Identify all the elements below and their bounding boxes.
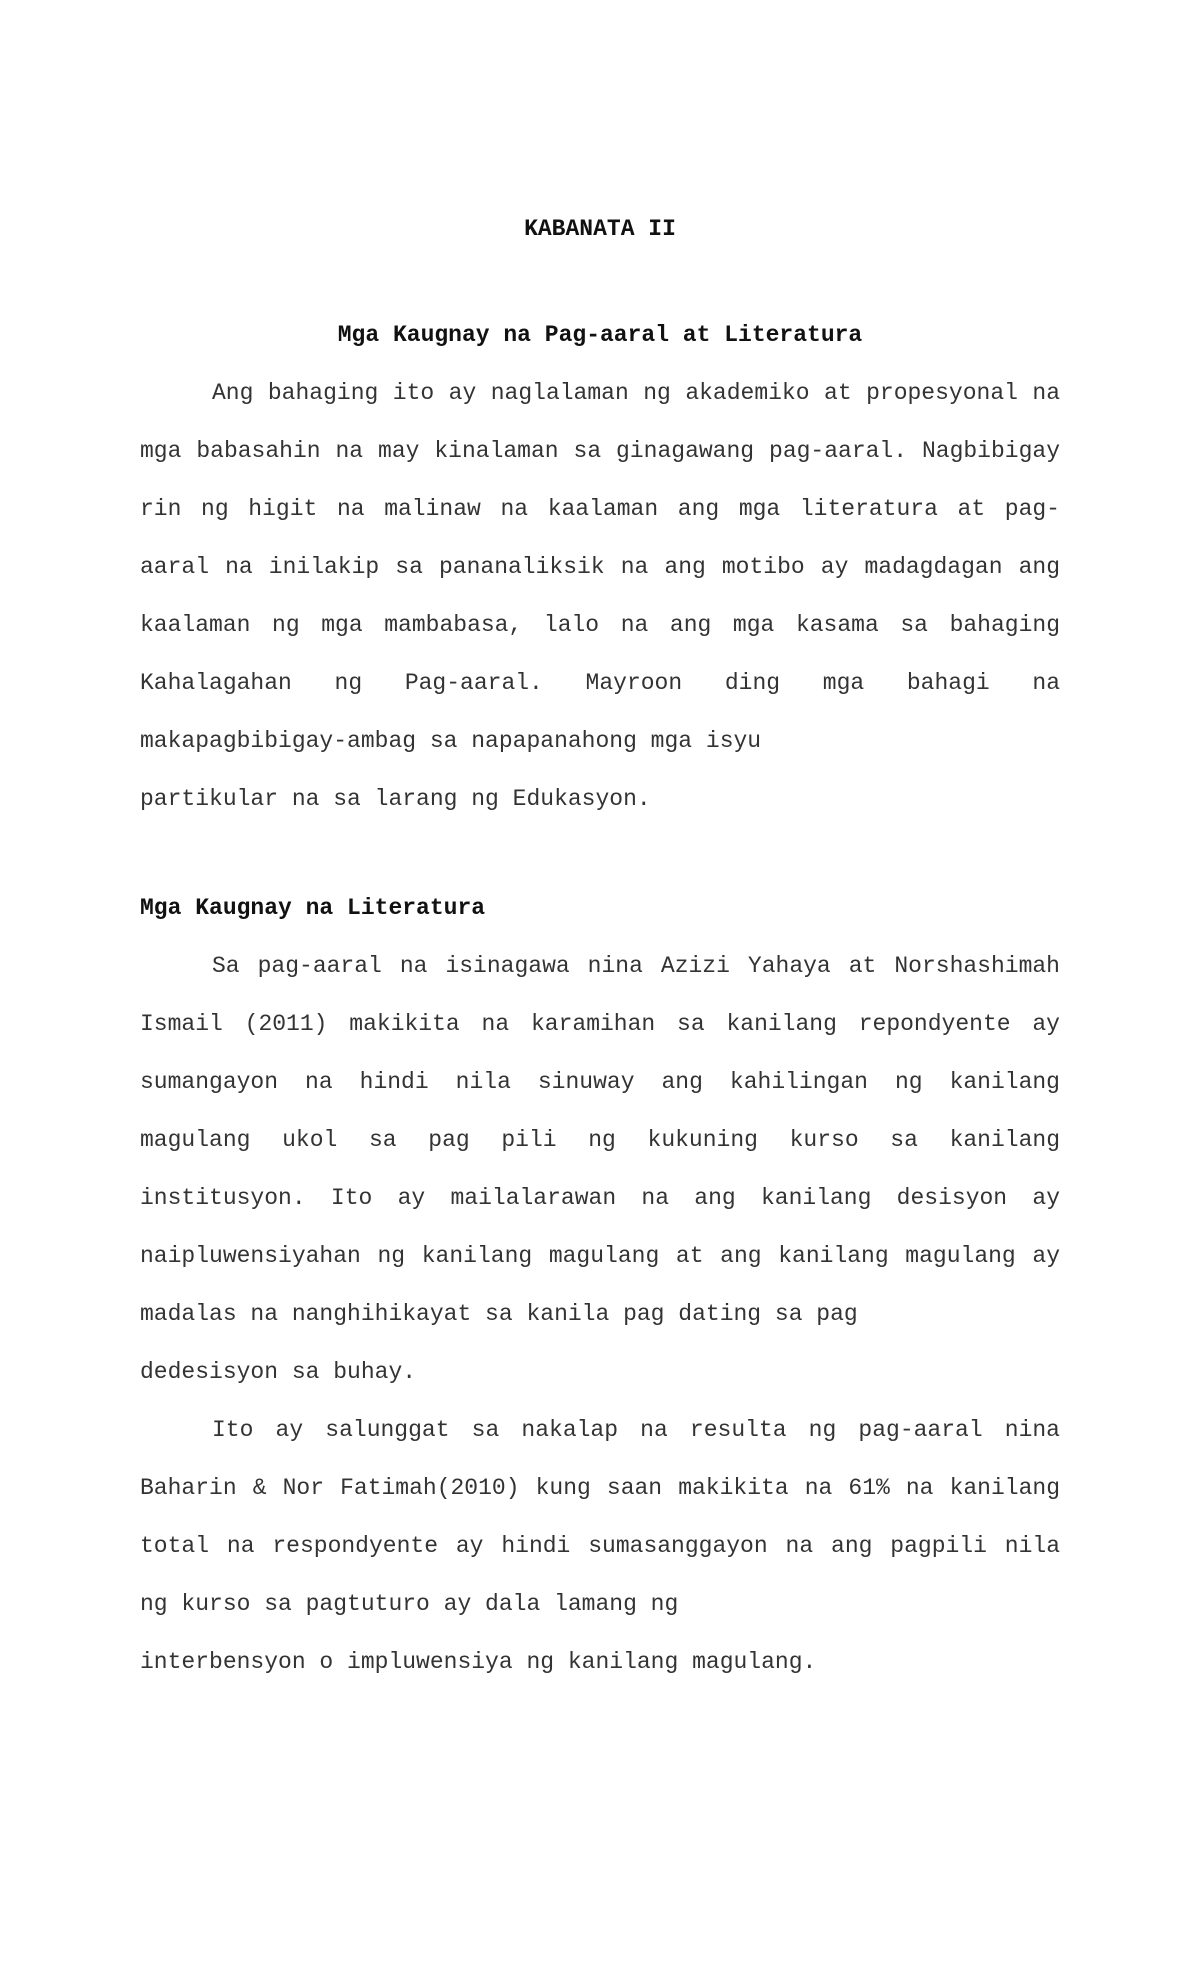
paragraph-line: makapagbibigay-ambag sa napapanahong mga isyu bbox=[140, 728, 762, 754]
subsection-title: Mga Kaugnay na Literatura bbox=[140, 895, 486, 921]
paragraph-line: institusyon. Ito ay mailalarawan na ang kanilang desisyon ay bbox=[140, 1185, 1060, 1211]
paragraph-line: dedesisyon sa buhay. bbox=[140, 1359, 417, 1385]
chapter-title: KABANATA II bbox=[524, 216, 676, 242]
paragraph-line: Kahalagahan ng Pag-aaral. Mayroon ding mga bahagi na bbox=[140, 670, 1060, 696]
paragraph-line: kaalaman ng mga mambabasa, lalo na ang mga kasama sa bahaging bbox=[140, 612, 1060, 638]
section-title: Mga Kaugnay na Pag-aaral at Literatura bbox=[337, 322, 863, 348]
paragraph-line: naipluwensiyahan ng kanilang magulang at ang kanilang magulang ay bbox=[140, 1243, 1060, 1269]
paragraph-line: aaral na inilakip sa pananaliksik na ang motibo ay madagdagan ang bbox=[140, 554, 1060, 580]
paragraph-line: Sa pag-aaral na isinagawa nina Azizi Yahaya at Norshashimah bbox=[212, 953, 1060, 979]
paragraph-line: total na respondyente ay hindi sumasanggayon na ang pagpili nila bbox=[140, 1533, 1060, 1559]
paragraph-line: madalas na nanghihikayat sa kanila pag dating sa pag bbox=[140, 1301, 858, 1327]
paragraph-line: interbensyon o impluwensiya ng kanilang magulang. bbox=[140, 1649, 817, 1675]
paragraph-line: magulang ukol sa pag pili ng kukuning kurso sa kanilang bbox=[140, 1127, 1060, 1153]
paragraph-line: sumangayon na hindi nila sinuway ang kahilingan ng kanilang bbox=[140, 1069, 1060, 1095]
paragraph-line: mga babasahin na may kinalaman sa ginagawang pag-aaral. Nagbibigay bbox=[140, 438, 1060, 464]
paragraph-line: Baharin & Nor Fatimah(2010) kung saan makikita na 61% na kanilang bbox=[140, 1475, 1060, 1501]
paragraph-line: Ang bahaging ito ay naglalaman ng akademiko at propesyonal na bbox=[212, 380, 1060, 406]
paragraph-line: Ismail (2011) makikita na karamihan sa kanilang repondyente ay bbox=[140, 1011, 1060, 1037]
paragraph-line: ng kurso sa pagtuturo ay dala lamang ng bbox=[140, 1591, 679, 1617]
paragraph-line: Ito ay salunggat sa nakalap na resulta ng pag-aaral nina bbox=[212, 1417, 1060, 1443]
paragraph-line: rin ng higit na malinaw na kaalaman ang mga literatura at pag- bbox=[140, 496, 1060, 522]
paragraph-line: partikular na sa larang ng Edukasyon. bbox=[140, 786, 651, 812]
